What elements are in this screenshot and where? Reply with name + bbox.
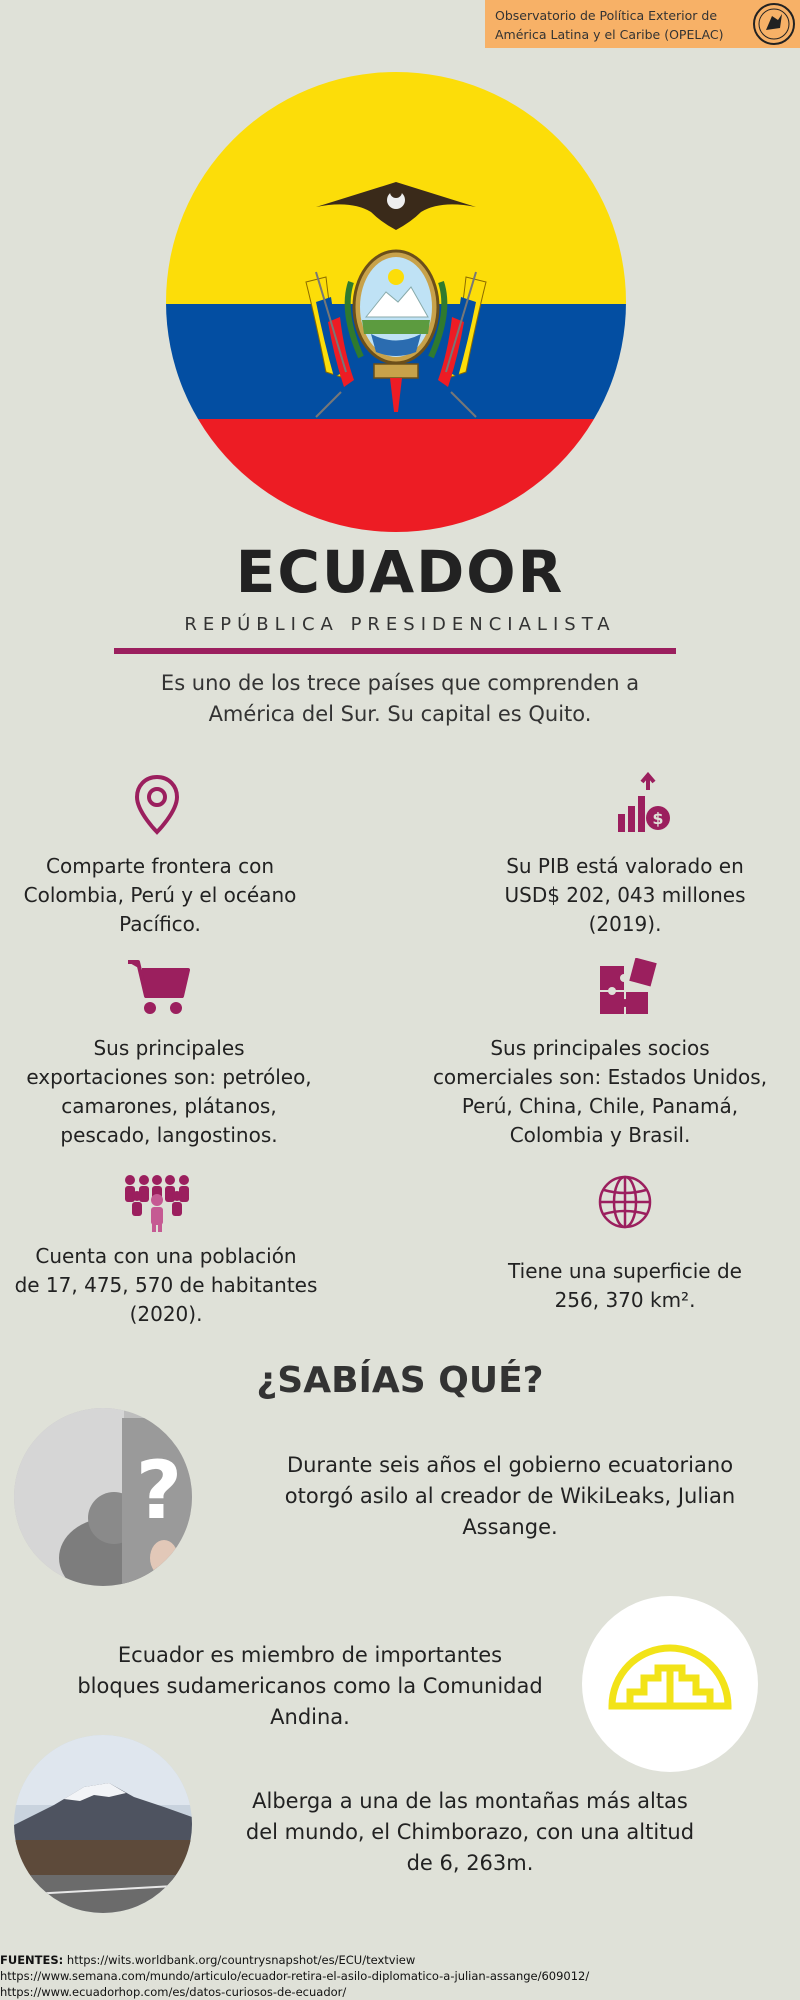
source-link-1[interactable]: https://wits.worldbank.org/countrysnapshot/es/ECU/textview [66,1953,416,1967]
organization-name: Observatorio de Política Exterior de América Latina y el Caribe (OPELAC) [495,8,724,42]
shopping-cart-icon [126,958,190,1018]
question-person-image [14,1408,192,1586]
fact-partners: Sus principales socios comerciales son: Estados Unidos, Perú, China, Chile, Panamá, Colombia y Brasil. [432,1036,768,1147]
sources [0,1952,800,2000]
growth-chart-icon [616,772,672,834]
trivia-comunidad-andina: Ecuador es miembro de importantes bloques sudamericanos como la Comunidad Andina. [77,1643,543,1729]
fact-area: Tiene una superficie de 256, 370 km². [508,1259,742,1312]
fact-gdp: Su PIB está valorado en USD$ 202, 043 millones (2019). [504,854,746,936]
comunidad-andina-logo [582,1596,758,1772]
svg-text:$: $ [652,809,664,828]
intro-text: Es uno de los trece países que comprenden a América del Sur. Su capital es Quito. [160,671,640,726]
organization-logo [752,2,796,46]
sources-label: FUENTES: [0,1953,64,1967]
trivia-assange: Durante seis años el gobierno ecuatoriano otorgó asilo al creador de WikiLeaks, Julian Assange. [284,1453,736,1539]
source-link-3[interactable]: https://www.ecuadorhop.com/es/datos-curiosos-de-ecuador/ [0,1985,347,1999]
ecuador-flag-circle [166,72,626,532]
svg-text:?: ? [135,1444,183,1537]
location-pin-icon [134,774,180,836]
did-you-know-heading: ¿SABÍAS QUÉ? [256,1360,544,1401]
source-link-2[interactable]: https://www.semana.com/mundo/articulo/ecuador-retira-el-asilo-diplomatico-a-julian-assange/609012/ [0,1969,590,1983]
globe-icon [597,1174,653,1230]
puzzle-icon [598,958,658,1018]
chimborazo-image [14,1735,192,1913]
page-title: ECUADOR [235,538,565,606]
people-group-icon [122,1172,192,1232]
title-divider [114,648,676,654]
fact-population: Cuenta con una población de 17, 475, 570 de habitantes (2020). [14,1244,318,1326]
trivia-chimborazo: Alberga a una de las montañas más altas del mundo, el Chimborazo, con una altitud de 6, 263m. [245,1789,695,1875]
fact-borders: Comparte frontera con Colombia, Perú y el océano Pacífico. [23,854,297,936]
page-subtitle: REPÚBLICA PRESIDENCIALISTA [184,614,616,635]
fact-exports: Sus principales exportaciones son: petróleo, camarones, plátanos, pescado, langostinos. [26,1036,312,1147]
